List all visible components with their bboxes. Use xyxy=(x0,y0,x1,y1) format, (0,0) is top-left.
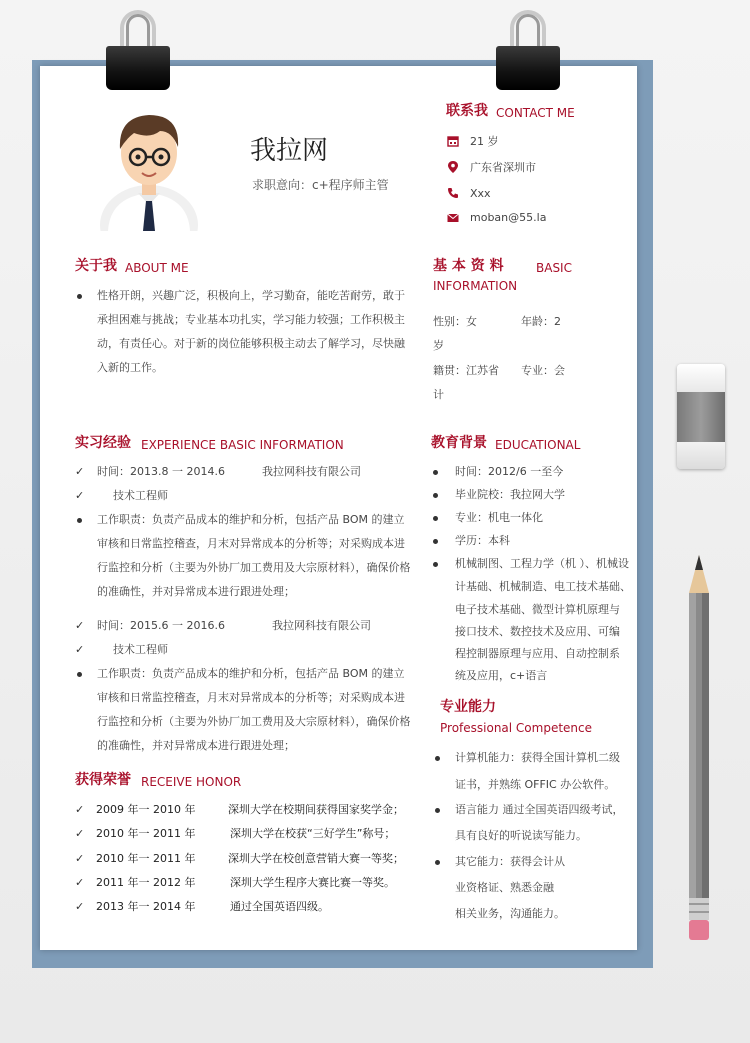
basic-title-en: BASIC xyxy=(536,261,572,275)
basic-origin: 籍贯：江苏省 xyxy=(433,364,499,377)
job-duty-line: 的准确性，并对异常成本进行跟进处理； xyxy=(97,585,295,598)
job-bullet xyxy=(77,518,82,523)
honor-year: 2009 年一 2010 年 xyxy=(96,803,196,816)
check-icon: ✓ xyxy=(75,803,85,816)
skill-bullet xyxy=(435,860,440,865)
honor-title: 获得荣誉 xyxy=(75,772,131,788)
skills-title: 专业能力 xyxy=(440,699,496,715)
honor-year: 2011 年一 2012 年 xyxy=(96,876,196,889)
honor-year: 2013 年一 2014 年 xyxy=(96,900,196,913)
job-role: 技术工程师 xyxy=(113,489,168,502)
contact-phone: Xxx xyxy=(470,187,491,200)
skill-line: 计算机能力：获得全国计算机二级 xyxy=(455,751,620,764)
contact-location: 广东省深圳市 xyxy=(470,161,536,174)
edu-course-line: 统及应用，c+语言 xyxy=(455,669,548,682)
edu-bullet xyxy=(433,470,438,475)
skill-bullet xyxy=(435,808,440,813)
honor-title-en: RECEIVE HONOR xyxy=(141,775,242,789)
skill-line: 其它能力：获得会计从 xyxy=(455,855,565,868)
job-duty-line: 行监控和分析（主要为外协厂加工费用及大宗原材料），确保价格 xyxy=(97,715,411,728)
honor-desc: 深圳大学在校获“三好学生”称号； xyxy=(230,827,396,840)
skill-line: 业资格证、熟悉金融 xyxy=(455,881,554,894)
honor-desc: 通过全国英语四级。 xyxy=(230,900,329,913)
about-bullet xyxy=(77,294,82,299)
edu-course-line: 程控制器原理与应用、自动控制系 xyxy=(455,647,620,660)
basic-title-en-2: INFORMATION xyxy=(433,279,518,293)
about-line: 动，有责任心。对于新的岗位能够积极主动去了解学习，尽快融 xyxy=(97,337,405,350)
honor-desc: 深圳大学在校创意营销大赛一等奖； xyxy=(228,852,404,865)
edu-school: 毕业院校：我拉网大学 xyxy=(455,488,565,501)
check-icon: ✓ xyxy=(75,876,85,889)
edu-major: 专业：机电一体化 xyxy=(455,511,543,524)
location-pin-icon xyxy=(447,161,459,173)
binder-clip-right xyxy=(496,10,560,90)
skill-line: 具有良好的听说读写能力。 xyxy=(455,829,587,842)
job-time: 时间：2013.8 一 2014.6 xyxy=(97,465,225,478)
check-icon: ✓ xyxy=(75,465,85,478)
about-line: 入新的工作。 xyxy=(97,361,163,374)
about-title-en: ABOUT ME xyxy=(125,261,189,275)
job-duty-line: 行监控和分析（主要为外协厂加工费用及大宗原材料），确保价格 xyxy=(97,561,411,574)
skill-line: 语言能力 通过全国英语四级考试， xyxy=(455,803,624,816)
binder-clip-left xyxy=(106,10,170,90)
education-title-en: EDUCATIONAL xyxy=(495,438,581,452)
check-icon: ✓ xyxy=(75,852,85,865)
edu-bullet xyxy=(433,493,438,498)
contact-title-en: CONTACT ME xyxy=(496,106,575,120)
job-bullet xyxy=(77,672,82,677)
job-duty-line: 工作职责：负责产品成本的维护和分析，包括产品 BOM 的建立 xyxy=(97,667,405,680)
candidate-name: 我拉网 xyxy=(250,136,329,166)
contact-title: 联系我 xyxy=(446,103,488,119)
check-icon: ✓ xyxy=(75,643,85,656)
skills-title-en: Professional Competence xyxy=(440,721,593,735)
pencil-decoration xyxy=(686,555,712,945)
edu-bullet xyxy=(433,562,438,567)
job-duty-line: 的准确性，并对异常成本进行跟进处理； xyxy=(97,739,295,752)
job-objective: 求职意向：c+程序师主管 xyxy=(252,178,389,192)
contact-age: 21 岁 xyxy=(470,135,499,148)
about-line: 性格开朗，兴趣广泛，积极向上，学习勤奋，能吃苦耐劳，敢于 xyxy=(97,289,405,302)
honor-desc: 深圳大学生程序大赛比赛一等奖。 xyxy=(230,876,395,889)
check-icon: ✓ xyxy=(75,827,85,840)
email-icon xyxy=(447,212,459,224)
job-duty-line: 审核和日常监控稽查，月末对异常成本的分析等；对采购成本进 xyxy=(97,537,405,550)
contact-email: moban@55.la xyxy=(470,211,547,224)
avatar xyxy=(100,105,198,231)
about-line: 承担困难与挑战；专业基本功扎实，学习能力较强；工作积极主 xyxy=(97,313,405,326)
eraser-decoration xyxy=(677,364,725,469)
calendar-icon xyxy=(447,135,459,147)
honor-year: 2010 年一 2011 年 xyxy=(96,852,196,865)
basic-title: 基 本 资 料 xyxy=(433,258,504,274)
job-role: 技术工程师 xyxy=(113,643,168,656)
experience-title: 实习经验 xyxy=(75,435,131,451)
basic-major: 专业：会 xyxy=(521,364,565,377)
basic-major-cont: 计 xyxy=(433,388,444,401)
check-icon: ✓ xyxy=(75,619,85,632)
experience-title-en: EXPERIENCE BASIC INFORMATION xyxy=(141,438,344,452)
basic-age-cont: 岁 xyxy=(433,339,444,352)
edu-course-line: 接口技术、数控技术及应用、可编 xyxy=(455,625,620,638)
edu-course-line: 计基础、机械制造、电工技术基础、 xyxy=(455,580,631,593)
edu-degree: 学历：本科 xyxy=(455,534,510,547)
check-icon: ✓ xyxy=(75,489,85,502)
skill-bullet xyxy=(435,756,440,761)
honor-year: 2010 年一 2011 年 xyxy=(96,827,196,840)
job-company: 我拉网科技有限公司 xyxy=(272,619,371,632)
edu-course-line: 电子技术基础、微型计算机原理与 xyxy=(455,603,620,616)
edu-course-line: 机械制图、工程力学（机 ）、机械设 xyxy=(455,557,629,570)
edu-time: 时间：2012/6 一至今 xyxy=(455,465,564,478)
phone-icon xyxy=(447,187,459,199)
job-company: 我拉网科技有限公司 xyxy=(262,465,361,478)
skill-line: 相关业务，沟通能力。 xyxy=(455,907,565,920)
job-duty-line: 审核和日常监控稽查，月末对异常成本的分析等；对采购成本进 xyxy=(97,691,405,704)
basic-age: 年龄：2 xyxy=(521,315,561,328)
honor-desc: 深圳大学在校期间获得国家奖学金； xyxy=(228,803,404,816)
job-time: 时间：2015.6 一 2016.6 xyxy=(97,619,225,632)
basic-gender: 性别：女 xyxy=(433,315,477,328)
edu-bullet xyxy=(433,539,438,544)
education-title: 教育背景 xyxy=(431,435,487,451)
check-icon: ✓ xyxy=(75,900,85,913)
about-title: 关于我 xyxy=(75,258,117,274)
job-duty-line: 工作职责：负责产品成本的维护和分析，包括产品 BOM 的建立 xyxy=(97,513,405,526)
skill-line: 证书，并熟练 OFFIC 办公软件。 xyxy=(455,778,616,791)
edu-bullet xyxy=(433,516,438,521)
